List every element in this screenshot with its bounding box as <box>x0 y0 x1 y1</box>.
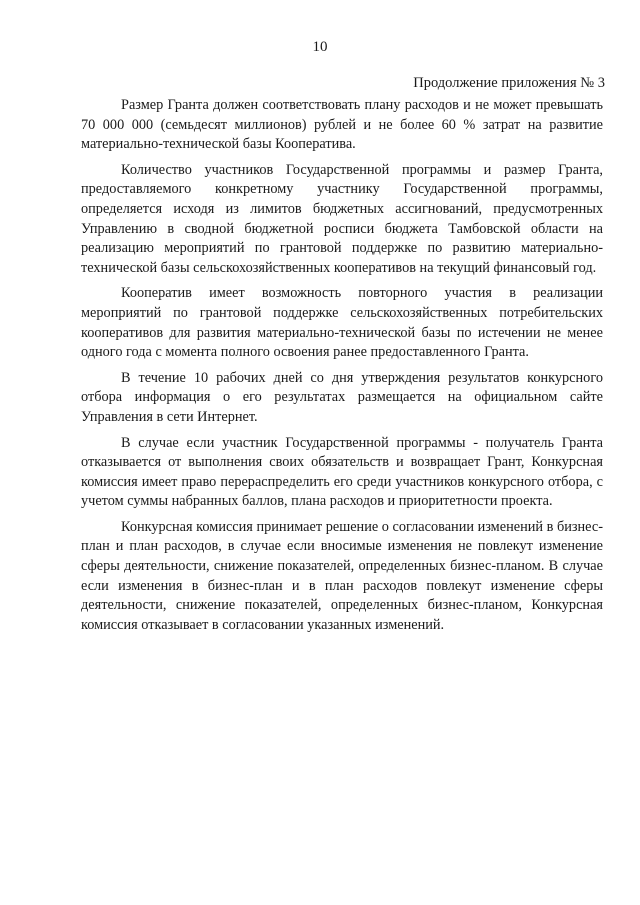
paragraph-grant-refusal: В случае если участник Государственной программы - получатель Гранта отказывается от выполнения своих обязательств и возвращает Грант, Конкурсная комиссия имеет право перераспределить его среди участников конкурсного отбора, с учетом суммы набранных баллов, плана расходов и приоритетности проекта. <box>81 434 603 510</box>
page-number: 10 <box>312 39 328 55</box>
appendix-continuation-note: Продолжение приложения № 3 <box>413 75 605 91</box>
paragraph-grant-size: Размер Гранта должен соответствовать плану расходов и не может превышать 70 000 000 (семьдесят миллионов) рублей и не более 60 % затрат на развитие материально-технической базы Кооператива. <box>81 97 603 153</box>
paragraph-results-publication: В течение 10 рабочих дней со дня утверждения результатов конкурсного отбора информация о его результатах размещается на официальном сайте Управления в сети Интернет. <box>81 369 603 425</box>
paragraph-business-plan-changes: Конкурсная комиссия принимает решение о согласовании изменений в бизнес-план и план расходов, в случае если вносимые изменения не повлекут изменение сферы деятельности, снижение показателей, определенных бизнес-планом. В случае если изменения в бизнес-план и в план расходов повлекут изменение сферы деятельности, снижение показателей, определенных бизнес-планом, Конкурсная комиссия отказывает в согласовании указанных изменений. <box>81 518 603 633</box>
paragraph-participants-count: Количество участников Государственной программы и размер Гранта, предоставляемого конкретному участнику Государственной программы, определяется исходя из лимитов бюджетных ассигнований, предусмотренных Управлению в сводной бюджетной росписи бюджета Тамбовской области на реализацию мероприятий по грантовой поддержке по развитию материально-технической базы сельскохозяйственных кооперативов на текущий финансовый год. <box>81 161 603 276</box>
document-body <box>81 96 603 641</box>
paragraph-repeat-participation: Кооператив имеет возможность повторного участия в реализации мероприятий по грантовой поддержке сельскохозяйственных потребительских кооперативов для развития материально-технической базы по истечении не менее одного года с момента полного освоения ранее предоставленного Гранта. <box>81 285 603 361</box>
